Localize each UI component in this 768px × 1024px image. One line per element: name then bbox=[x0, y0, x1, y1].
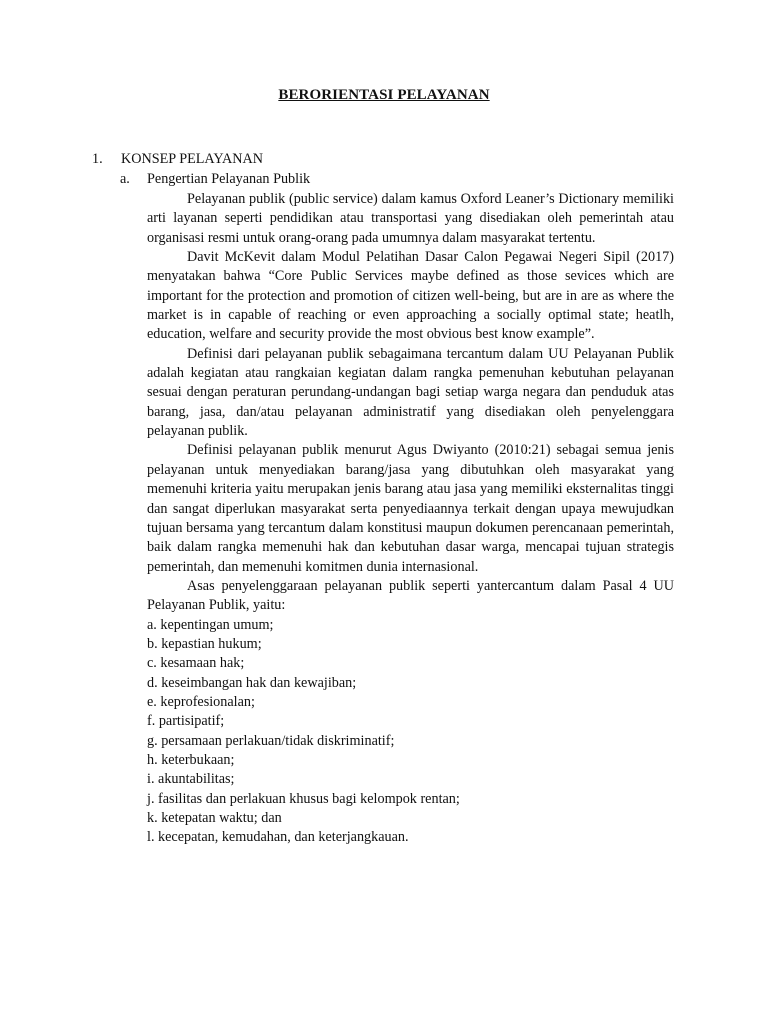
list-item: d. keseimbangan hak dan kewajiban; bbox=[147, 674, 357, 691]
section-heading bbox=[92, 151, 263, 168]
list-item: a. kepentingan umum; bbox=[147, 616, 274, 633]
list-item: j. fasilitas dan perlakuan khusus bagi kelompok rentan; bbox=[147, 790, 460, 807]
paragraph-principles-intro: Asas penyelenggaraan pelayanan publik seperti yantercantum dalam Pasal 4 UU Pelayanan Publik, yaitu: bbox=[147, 577, 674, 614]
subsection-title: Pengertian Pelayanan Publik bbox=[147, 171, 311, 187]
section-title: KONSEP PELAYANAN bbox=[121, 151, 264, 167]
paragraph-uu-definition: Definisi dari pelayanan publik sebagaimana tercantum dalam UU Pelayanan Publik adalah kegiatan atau rangkaian kegiatan dalam rangka pemenuhan kebutuhan pelayanan sesuai dengan peraturan perundang-undangan bagi setiap warga negara dan penduduk atas barang, jasa, dan/atau pelayanan administratif yang disediakan oleh penyelenggara pelayanan publik. bbox=[147, 345, 674, 440]
list-item: f. partisipatif; bbox=[147, 713, 225, 730]
section-number: 1. bbox=[92, 151, 103, 167]
paragraph-mckevit-definition: Davit McKevit dalam Modul Pelatihan Dasar Calon Pegawai Negeri Sipil (2017) menyatakan bahwa “Core Public Services maybe defined as those sevices which are important for the protection and promotion of citizen well-being, but are in are as where the market is in capable of reaching or even approaching a socially optimal state; heatlh, education, welfare and security provide the most obvious best know example”. bbox=[147, 249, 674, 343]
document-title: BERORIENTASI PELAYANAN bbox=[278, 87, 490, 103]
list-item: h. keterbukaan; bbox=[147, 751, 235, 768]
body-text bbox=[147, 190, 674, 848]
subsection-heading bbox=[120, 171, 310, 188]
subsection-letter: a. bbox=[120, 171, 130, 187]
list-item: g. persamaan perlakuan/tidak diskriminatif; bbox=[147, 732, 395, 749]
list-item: b. kepastian hukum; bbox=[147, 635, 262, 652]
paragraph-dwiyanto-definition: Definisi pelayanan publik menurut Agus Dwiyanto (2010:21) sebagai semua jenis pelayanan untuk menyediakan barang/jasa yang dibutuhkan oleh masyarakat yang memenuhi kriteria yaitu merupakan jenis barang atau jasa yang memiliki eksternalitas tinggi dan sangat diperlukan masyarakat serta penyediaannya terkait dengan upaya mewujudkan tujuan bersama yang tercantum dalam konstitusi maupun dokumen perencanaan pemerintah, baik dalam rangka memenuhi hak dan kebutuhan dasar warga, mencapai tujuan strategis pemerintah, dan memenuhi komitmen dunia internasional. bbox=[147, 442, 674, 575]
list-item: c. kesamaan hak; bbox=[147, 655, 245, 672]
list-item: e. keprofesionalan; bbox=[147, 693, 255, 710]
paragraph-oxford-definition: Pelayanan publik (public service) dalam kamus Oxford Leaner’s Dictionary memiliki arti layanan seperti pendidikan atau transportasi yang disediakan oleh pemerintah atau organisasi resmi untuk orang-orang pada umumnya dalam masyarakat tertentu. bbox=[147, 191, 674, 246]
list-item: k. ketepatan waktu; dan bbox=[147, 810, 282, 826]
list-item: i. akuntabilitas; bbox=[147, 771, 235, 788]
principles-list bbox=[147, 616, 674, 848]
list-item: l. kecepatan, kemudahan, dan keterjangkauan. bbox=[147, 829, 409, 846]
